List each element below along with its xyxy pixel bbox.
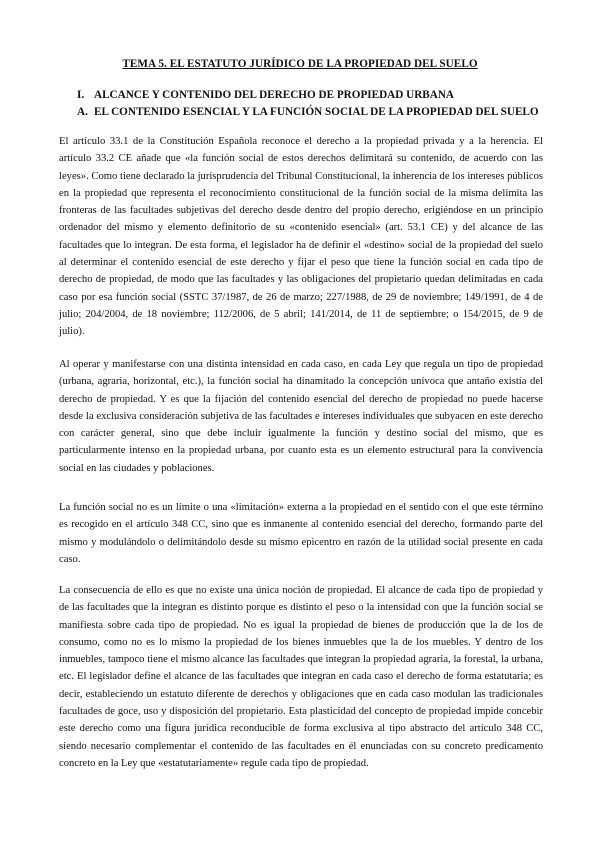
section-heading-2 <box>59 106 549 134</box>
document-title: TEMA 5. EL ESTATUTO JURÍDICO DE LA PROPIEDAD DEL SUELO <box>122 58 478 70</box>
heading-text: EL CONTENIDO ESENCIAL Y LA FUNCIÓN SOCIAL DE LA PROPIEDAD DEL SUELO <box>94 106 539 118</box>
heading-text: ALCANCE Y CONTENIDO DEL DERECHO DE PROPIEDAD URBANA <box>94 89 454 101</box>
heading-number: I. <box>77 89 85 101</box>
section-heading-1 <box>59 89 549 103</box>
paragraph-1: El artículo 33.1 de la Constitución Española reconoce el derecho a la propiedad privada y a la herencia. El artículo 33.2 CE añade que «la función social de estos derechos delimitará su contenido, de acuerdo con las leyes». Como tiene declarado la jurisprudencia del Tribunal Constitucional, la inherencia de los intereses públicos en la propiedad que representa el reconocimiento constitucional de la función social de la misma delimita las fronteras de las facultades subjetivas del derecho desde dentro del propio derecho, erigiéndose en un principio ordenador del mismo y elemento definitorio de su «contenido esencial» (art. 53.1 CE) y del alcance de las facultades que lo integran. De esta forma, el legislador ha de definir el «destino» social de la propiedad del suelo al determinar el contenido esencial de este derecho y fijar el peso que tiene la función social en cada tipo de derecho de propiedad, de modo que las facultades y las obligaciones del propietario quedan delimitadas en cada caso por esa función social (SSTC 37/1987, de 26 de marzo; 227/1988, de 29 de noviembre; 149/1991, de 4 de julio; 204/2004, de 18 noviembre; 112/2006, de 5 abril; 141/2014, de 11 de septiembre; o 154/2015, de 9 de julio). <box>59 136 543 338</box>
paragraph-4: La consecuencia de ello es que no existe una única noción de propiedad. El alcance de cada tipo de propiedad y de las facultades que la integran es distinto porque es distinto el peso o la intensidad con que la función social se manifiesta sobre cada tipo de propiedad. No es igual la propiedad de bienes de producción que la de los de consumo, como no es lo mismo la propiedad de los bienes inmuebles que la de los muebles. Y dentro de los inmuebles, tampoco tiene el mismo alcance las facultades que integran la propiedad agraria, la forestal, la urbana, etc. El legislador define el alcance de las facultades que integran en cada caso el derecho de forma estatutaria; es decir, estableciendo un estatuto diferente de derechos y obligaciones que en cada caso modulan las tradicionales facultades de goce, uso y disposición del propietario. Esta plasticidad del concepto de propiedad impide concebir este derecho como una figura jurídica reconducible de forma exclusiva al tipo abstracto del artículo 348 CC, siendo necesario complementar el contenido de las facultades en él enunciadas con su concreto predicamento concreto en la Ley que «estatutariamente» regule cada tipo de propiedad. <box>59 585 543 769</box>
paragraph-3: La función social no es un límite o una «limitación» externa a la propiedad en el sentido con el que este término es recogido en el artículo 348 CC, sino que es inmanente al contenido esencial del derecho, formando parte del mismo y modulándolo o delimitándolo desde su mismo epicentro en razón de la utilidad social presente en cada caso. <box>59 502 543 565</box>
paragraph-2: Al operar y manifestarse con una distinta intensidad en cada caso, en cada Ley que regula un tipo de propiedad (urbana, agraria, horizontal, etc.), la función social ha dinamitado la concepción unívoca que antaño existía del derecho de propiedad. Y es que la fijación del contenido esencial del derecho de propiedad no puede hacerse desde la exclusiva consideración subjetiva de las facultades e intereses individuales que subyacen en este derecho con carácter general, sino que debe incluir igualmente la función y destino social del mismo, que es particularmente intenso en la propiedad urbana, por cuanto esta es un elemento estructural para la convivencia social en las ciudades y poblaciones. <box>59 359 543 474</box>
heading-number: A. <box>77 106 88 118</box>
